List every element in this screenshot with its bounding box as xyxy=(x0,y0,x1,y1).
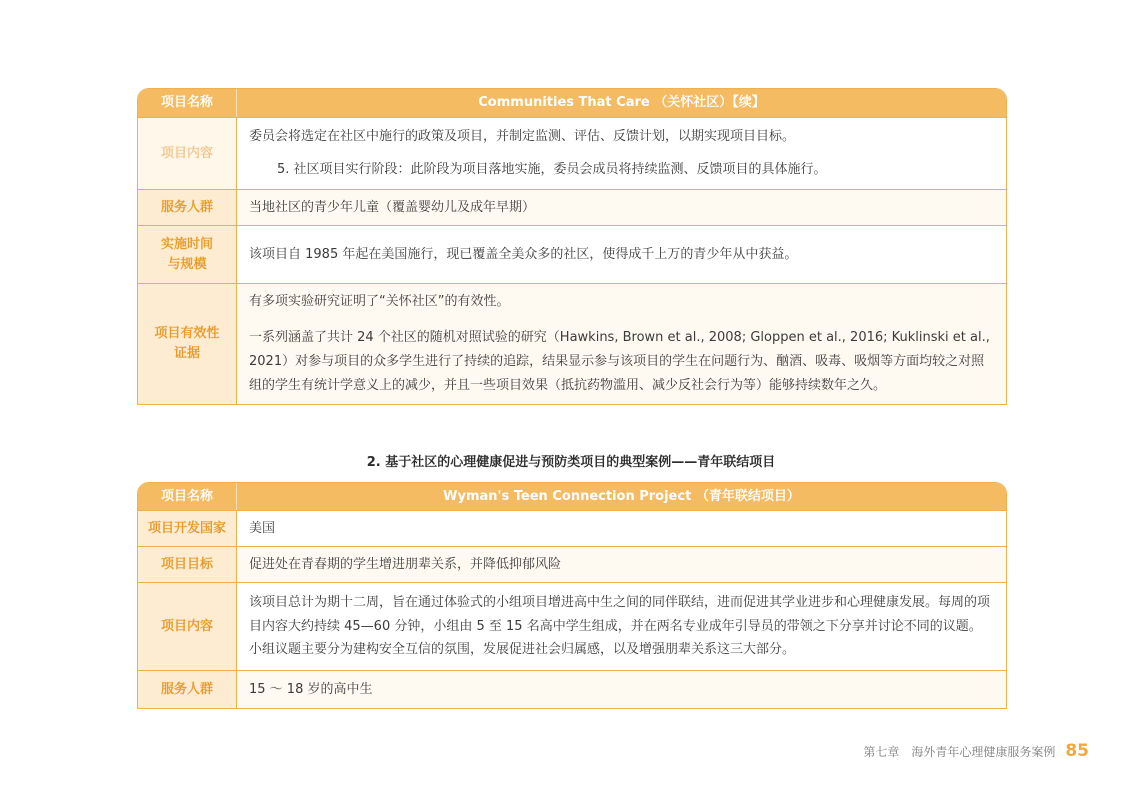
table-row-goal xyxy=(138,546,1006,582)
evidence-paragraph: 有多项实验研究证明了“关怀社区”的有效性。 xyxy=(249,294,510,309)
table-row-content xyxy=(138,117,1006,189)
table-teen-connection xyxy=(137,482,1007,709)
table-header-row xyxy=(138,89,1006,117)
row-value-population: 15 ～ 18 岁的高中生 xyxy=(237,671,1006,708)
page-footer xyxy=(863,741,1089,761)
evidence-paragraph: 一系列涵盖了共计 24 个社区的随机对照试验的研究（Hawkins, Brown et al., 2008; Gloppen et al., 2016; Kuklinski et al., 2021）对参与项目的众多学生进行了持续的追踪，结果显示参与该项目的学生在问题行为、酗酒、吸毒、吸烟等方面均较之对照组的学生有统计学意义上的减少，并且一些项目效果（抵抗药物滥用、减少反社会行为等）能够持续数年之久。 xyxy=(249,330,990,393)
label-line: 项目有效性 xyxy=(154,326,220,341)
table-header-row xyxy=(138,483,1006,510)
row-label-country: 项目开发国家 xyxy=(138,511,237,546)
row-label-evidence xyxy=(138,284,237,404)
row-value-content xyxy=(237,118,1006,189)
label-line: 证据 xyxy=(173,346,200,361)
table-row-evidence xyxy=(138,283,1006,404)
row-value-content: 该项目总计为期十二周，旨在通过体验式的小组项目增进高中生之间的同伴联结，进而促进其学业进步和心理健康发展。每周的项目内容大约持续 45—60 分钟，小组由 5 至 15 名高中学生组成，并在两名专业成年引导员的带领之下分享并讨论不同的议题。小组议题主要分为建构安全互信的氛围，发展促进社会归属感，以及增强朋辈关系这三大部分。 xyxy=(249,595,991,658)
row-value-goal: 促进处在青春期的学生增进朋辈关系，并降低抑郁风险 xyxy=(237,547,1006,582)
row-value-country: 美国 xyxy=(249,520,276,536)
row-label-population: 服务人群 xyxy=(138,671,237,708)
content-paragraph: 5. 社区项目实行阶段：此阶段为项目落地实施，委员会成员将持续监测、反馈项目的具体施行。 xyxy=(277,162,827,178)
table-row-content xyxy=(138,582,1006,670)
row-value-scale: 该项目自 1985 年起在美国施行，现已覆盖全美众多的社区，使得成千上万的青少年从中获益。 xyxy=(249,246,798,262)
header-title: Communities That Care （关怀社区）【续】 xyxy=(237,89,1006,117)
row-label-content: 项目内容 xyxy=(138,118,237,189)
table-row-population xyxy=(138,670,1006,708)
row-label-goal: 项目目标 xyxy=(138,547,237,582)
row-label-content: 项目内容 xyxy=(138,583,237,670)
content-paragraph: 委员会将选定在社区中施行的政策及项目，并制定监测、评估、反馈计划，以期实现项目目标。 xyxy=(249,128,796,144)
chapter-title: 第七章 海外青年心理健康服务案例 xyxy=(863,744,1056,759)
page-number: 85 xyxy=(1065,741,1089,761)
row-label-population: 服务人群 xyxy=(138,190,237,225)
header-label: 项目名称 xyxy=(138,483,237,510)
header-label: 项目名称 xyxy=(138,89,237,117)
row-value-population: 当地社区的青少年儿童（覆盖婴幼儿及成年早期） xyxy=(237,190,1006,225)
label-line: 与规模 xyxy=(167,256,207,272)
table-row-scale xyxy=(138,225,1006,283)
table-row-population xyxy=(138,189,1006,225)
row-value-evidence xyxy=(237,284,1006,404)
row-label-scale xyxy=(138,226,237,283)
table-communities-that-care xyxy=(137,88,1007,405)
table-row-country xyxy=(138,510,1006,546)
section-heading: 2. 基于社区的心理健康促进与预防类项目的典型案例——青年联结项目 xyxy=(366,455,776,470)
label-line: 实施时间 xyxy=(160,236,213,252)
header-title: Wyman's Teen Connection Project （青年联结项目） xyxy=(237,483,1006,510)
